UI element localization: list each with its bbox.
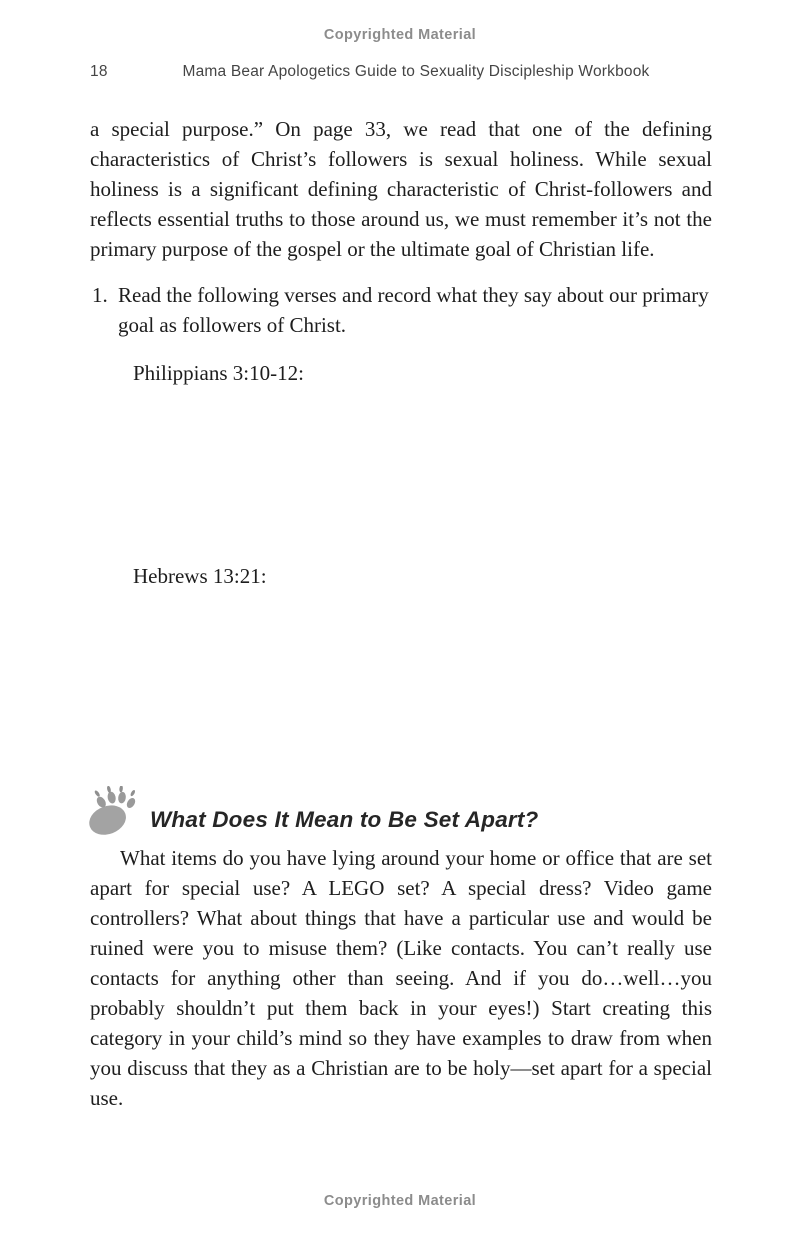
page-number: 18 <box>90 63 108 80</box>
exercise-instruction: Read the following verses and record what they say about our primary goal as followers of Christ. <box>118 283 709 337</box>
running-header <box>90 63 712 81</box>
bear-paw-icon <box>86 786 140 838</box>
running-title: Mama Bear Apologetics Guide to Sexuality Discipleship Workbook <box>182 63 650 80</box>
verse-prompt-hebrews: Hebrews 13:21: <box>133 564 267 588</box>
section-paragraph: What items do you have lying around your home or office that are set apart for special use? A LEGO set? A special dress? Video game controllers? What about things that have a particular use and would be ruined were you to misuse them? (Like contacts. You can’t really use contacts for anything other than seeing. And if you do…well…you probably shouldn’t put them back in your eyes!) Start creating this category in your child’s mind so they have examples to draw from when you discuss that they as a Christian are to be holy—set apart for a special use. <box>90 846 712 1110</box>
exercise-number: 1. <box>92 283 108 307</box>
copyright-notice-bottom: Copyrighted Material <box>323 1193 477 1209</box>
exercise-item-1 <box>92 280 712 340</box>
opening-paragraph: a special purpose.” On page 33, we read that one of the defining characteristics of Christ’s followers is sexual holiness. While sexual holiness is a significant defining characteristic of Christ-followers and reflects essential truths to those around us, we must remember it’s not the primary purpose of the gospel or the ultimate goal of Christian life. <box>90 117 712 261</box>
answer-writing-space-hebrews <box>90 598 712 783</box>
verse-prompt-philippians: Philippians 3:10-12: <box>133 361 304 385</box>
section-heading-row <box>86 786 539 838</box>
answer-writing-space-philippians <box>90 395 712 555</box>
copyright-notice-top: Copyrighted Material <box>323 27 477 43</box>
section-title: What Does It Mean to Be Set Apart? <box>150 807 539 832</box>
